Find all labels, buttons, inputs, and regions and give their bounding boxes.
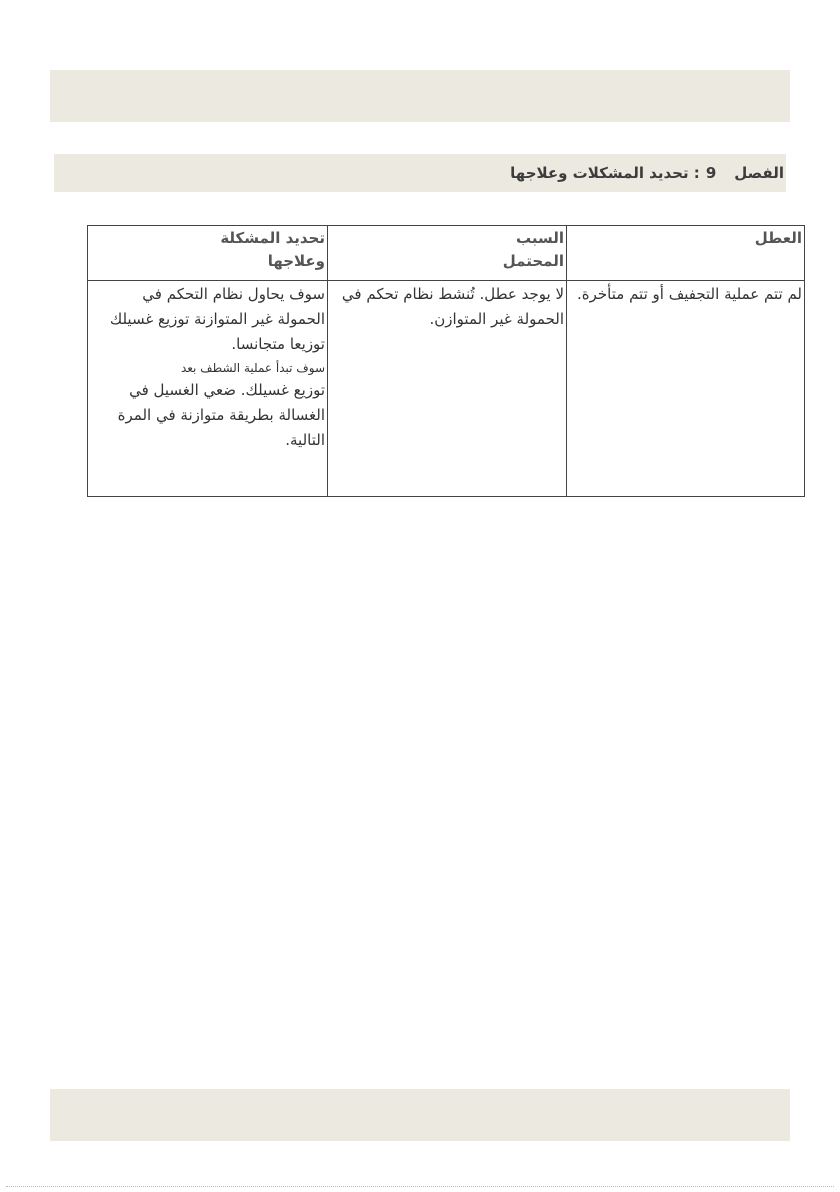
cell-remedy bbox=[88, 281, 328, 497]
fault-text: لم تتم عملية التجفيف أو تتم متأخرة. bbox=[577, 285, 802, 303]
cell-cause bbox=[328, 281, 567, 497]
chapter-title: : تحديد المشكلات وعلاجها bbox=[510, 164, 700, 182]
header-fault bbox=[567, 226, 805, 281]
cell-fault bbox=[567, 281, 805, 497]
page-edge-dotted-line bbox=[6, 1186, 834, 1187]
header-remedy bbox=[88, 226, 328, 281]
troubleshooting-table bbox=[87, 225, 805, 497]
header-cause-line2: المحتمل bbox=[502, 252, 564, 270]
footer-band bbox=[50, 1089, 790, 1141]
table-row bbox=[88, 281, 805, 497]
chapter-label: الفصل bbox=[734, 164, 784, 182]
header-remedy-line2: وعلاجها bbox=[267, 252, 325, 270]
table-header-row bbox=[88, 226, 805, 281]
header-cause-line1: السبب bbox=[515, 229, 564, 247]
cause-text: لا يوجد عطل. تُنشط نظام تحكم في الحمولة غير المتوازن. bbox=[341, 285, 564, 328]
header-cause bbox=[328, 226, 567, 281]
chapter-heading-bar bbox=[54, 154, 786, 192]
remedy-text-part2: سوف تبدأ عملية الشطف بعد bbox=[180, 361, 325, 375]
header-band bbox=[50, 70, 790, 122]
header-fault-label: العطل bbox=[754, 229, 802, 247]
header-remedy-line1: تحديد المشكلة bbox=[220, 229, 325, 247]
chapter-number: 9 bbox=[705, 164, 717, 182]
remedy-text-part1: سوف يحاول نظام التحكم في الحمولة غير المتوازنة توزيع غسيلك توزيعا متجانسا. bbox=[109, 285, 325, 353]
remedy-text-part3: توزيع غسيلك. ضعي الغسيل في الغسالة بطريقة متوازنة في المرة التالية. bbox=[117, 381, 325, 449]
